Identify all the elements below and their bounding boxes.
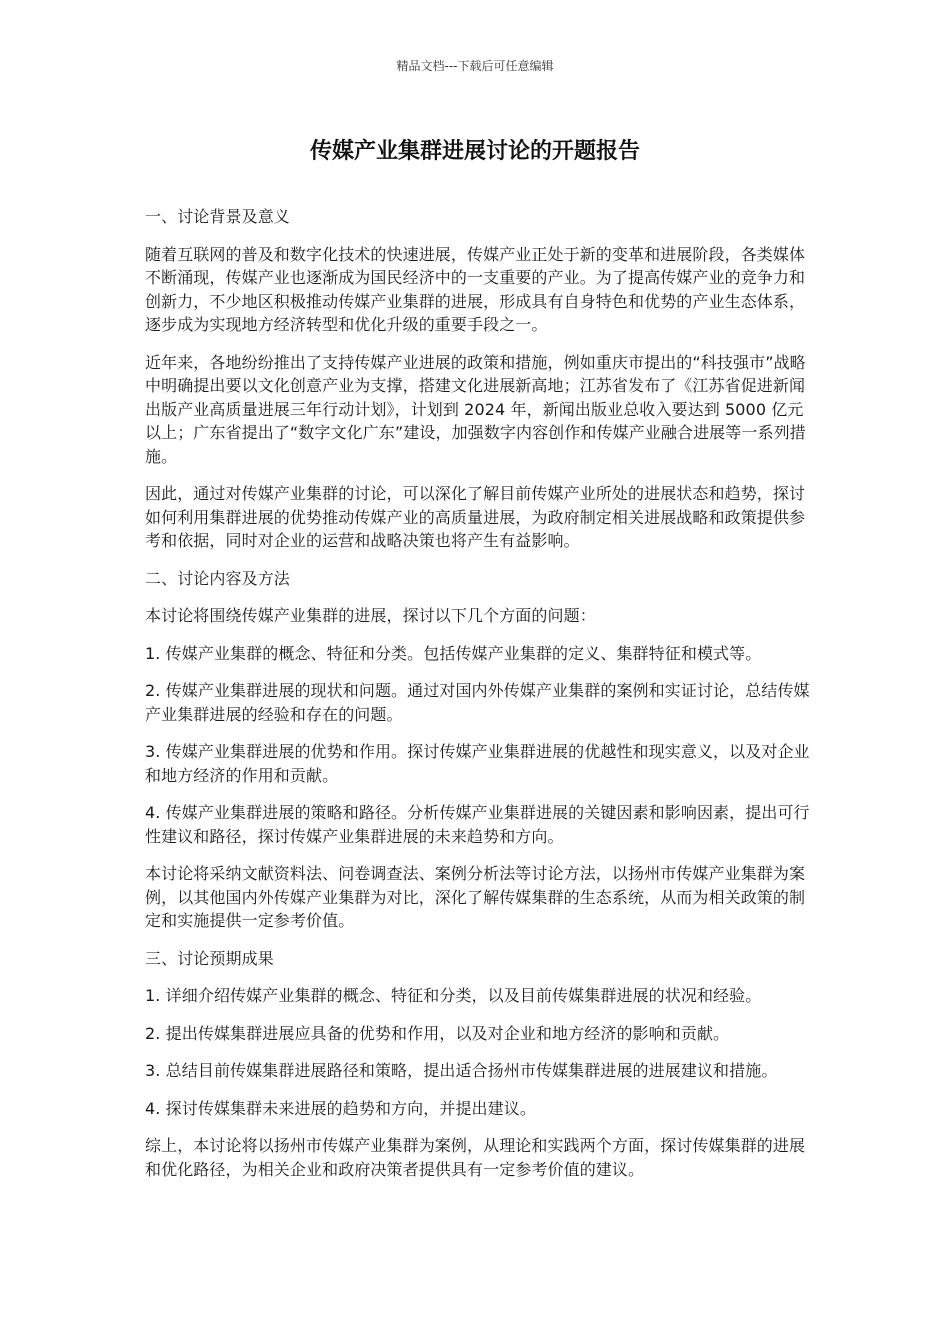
section-heading-content: 二、讨论内容及方法 xyxy=(145,568,290,588)
paragraph: 因此，通过对传媒产业集群的讨论，可以深化了解目前传媒产业所处的进展状态和趋势，探讨如何利用集群进展的优势推动传媒产业的高质量进展，为政府制定相关进展战略和政策提供参考和依据，同时对企业的运营和战略决策也将产生有益影响。 xyxy=(145,484,806,550)
section-heading-background: 一、讨论背景及意义 xyxy=(145,207,290,226)
section-heading-outcomes: 三、讨论预期成果 xyxy=(145,948,274,968)
list-item: 4. 传媒产业集群进展的策略和路径。分析传媒产业集群进展的关键因素和影响因素，提出可行性建议和路径，探讨传媒产业集群进展的未来趋势和方向。 xyxy=(145,803,810,846)
list-item: 3. 传媒产业集群进展的优势和作用。探讨传媒产业集群进展的优越性和现实意义，以及对企业和地方经济的作用和贡献。 xyxy=(145,742,810,785)
list-item: 1. 详细介绍传媒产业集群的概念、特征和分类，以及目前传媒集群进展的状况和经验。 xyxy=(145,986,762,1005)
list-item: 1. 传媒产业集群的概念、特征和分类。包括传媒产业集群的定义、集群特征和模式等。 xyxy=(145,643,762,663)
list-item: 3. 总结目前传媒集群进展路径和策略，提出适合扬州市传媒集群进展的进展建议和措施。 xyxy=(145,1061,778,1080)
paragraph: 本讨论将围绕传媒产业集群的进展，探讨以下几个方面的问题： xyxy=(145,606,596,625)
list-item: 4. 探讨传媒集群未来进展的趋势和方向，并提出建议。 xyxy=(145,1098,536,1118)
page-title: 传媒产业集群进展讨论的开题报告 xyxy=(309,139,640,164)
paragraph: 近年来，各地纷纷推出了支持传媒产业进展的政策和措施，例如重庆市提出的“科技强市”战略中明确提出要以文化创意产业为支撑，搭建文化进展新高地；江苏省发布了《江苏省促进新闻出版产业高质量进展三年行动计划》，计划到 2024 年，新闻出版业总收入要达到 5000 亿元以上；广东省提出了“数字文化广东”建设，加强数字内容创作和传媒产业融合进展等一系列措施。 xyxy=(145,352,806,466)
paragraph: 本讨论将采纳文献资料法、问卷调查法、案例分析法等讨论方法，以扬州市传媒产业集群为案例，以其他国内外传媒产业集群为对比，深化了解传媒集群的生态系统，从而为相关政策的制定和实施提供一定参考价值。 xyxy=(145,864,806,930)
list-item: 2. 传媒产业集群进展的现状和问题。通过对国内外传媒产业集群的案例和实证讨论，总结传媒产业集群进展的经验和存在的问题。 xyxy=(145,681,810,724)
list-item: 2. 提出传媒集群进展应具备的优势和作用，以及对企业和地方经济的影响和贡献。 xyxy=(145,1023,730,1043)
paragraph: 随着互联网的普及和数字化技术的快速进展，传媒产业正处于新的变革和进展阶段，各类媒体不断涌现，传媒产业也逐渐成为国民经济中的一支重要的产业。为了提高传媒产业的竞争力和创新力，不少地区积极推动传媒产业集群的进展，形成具有自身特色和优势的产业生态体系，逐步成为实现地方经济转型和优化升级的重要手段之一。 xyxy=(145,244,806,334)
document-body xyxy=(145,205,810,1195)
paragraph: 综上，本讨论将以扬州市传媒产业集群为案例，从理论和实践两个方面，探讨传媒集群的进展和优化路径，为相关企业和政府决策者提供具有一定参考价值的建议。 xyxy=(145,1136,806,1179)
page-header-watermark: 精品文档---下载后可任意编辑 xyxy=(396,59,554,73)
